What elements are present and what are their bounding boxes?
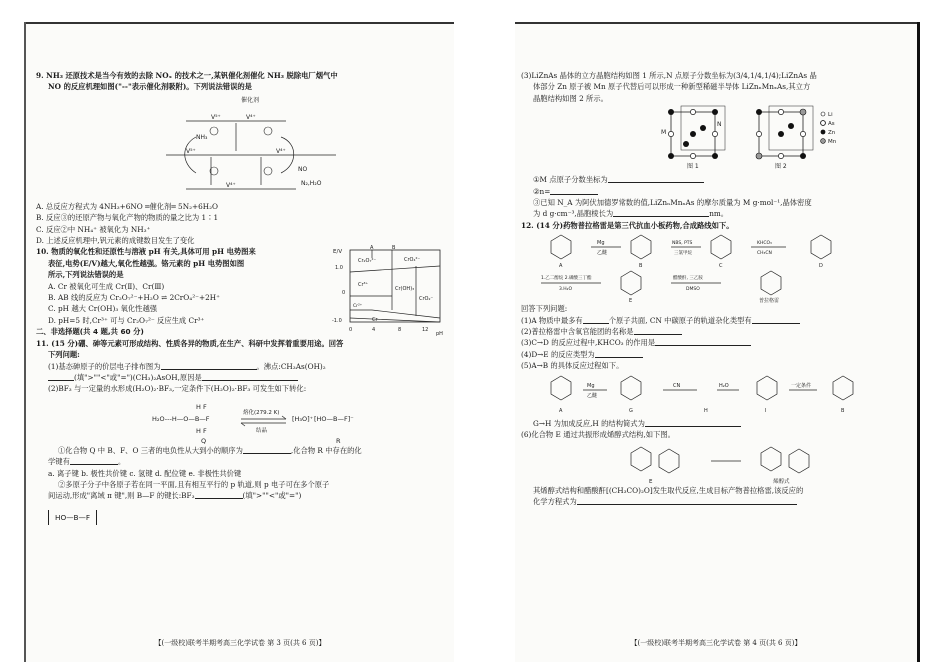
compound-e-ring (621, 271, 641, 295)
y-tick-m1: -1.0 (332, 318, 342, 325)
figure-2-caption: 图 2 (775, 163, 787, 171)
q11-p1-blank[interactable] (161, 362, 257, 370)
atom-legend (821, 112, 837, 145)
reagent-dmso: DMSO (686, 287, 700, 293)
v5-label-mid: V⁵⁺ (186, 147, 196, 155)
q9-stem-2: NO 的反应机理如图("--"表示催化剂吸附)。下列说法错误的是 (48, 82, 252, 92)
q12-p2-blank[interactable] (634, 327, 682, 335)
page-3-footer: 【(一级校)联考半期考高三化学试卷 第 3 页(共 6 页)】 (154, 639, 326, 647)
p5-label-h: H (704, 407, 708, 414)
enol-label-e: E (649, 478, 653, 485)
point-a: A (370, 245, 374, 252)
label-a: A (559, 263, 563, 270)
q12-p1c-blank[interactable] (752, 316, 800, 324)
reagent-chcl3: 三氯甲烷 (674, 251, 692, 257)
exam-page-3 (24, 22, 454, 662)
q12-part-4: (4)D→E 的反应类型为 (521, 349, 909, 360)
q11-s2b-blank[interactable] (195, 491, 243, 499)
q11-s1b-text: ,化合物 R 中存在的化 (290, 445, 362, 455)
q10-stem-3: 所示,下列说法错误的是 (48, 270, 124, 280)
q10-ph-potential-diagram (332, 244, 447, 336)
q10-option-a: A. Cr 被氧化可生成 Cr(Ⅱ)、Cr(Ⅲ) (48, 281, 165, 291)
q11-part-2: (2)BF₃ 与一定量的水形成(H₂O)₂·BF₃,一定条件下(H₂O)₂·BF₃ 可发生如下转化: (48, 384, 307, 394)
q11-stem-1: 11. (15 分)硼、砷等元素可形成结构、性质各异的物质,在生产、科研中发挥着重要用途。回答 (36, 338, 344, 348)
q11-s2b-text: 间运动,形成"离域 π 键",则 B—F 的键长:BF₃ (48, 491, 195, 501)
legend-li: Li (828, 112, 833, 119)
q11-sub-2b (36, 490, 444, 501)
step-1-marker (210, 127, 218, 135)
legend-mn: Mn (828, 139, 837, 146)
n2h2o-label: N₂,H₂O (301, 179, 322, 187)
step-2-marker (264, 127, 272, 135)
point-n: N (717, 121, 722, 129)
reagent-ac2o: 醋酸酐, 三乙胺 (673, 276, 703, 282)
q12-p3-blank[interactable] (655, 338, 751, 346)
q11-s1-text: ①化合物 Q 中 B、F、O 三者的电负性从大到小的顺序为 (58, 445, 243, 455)
label-q: Q (201, 436, 207, 445)
reagent-mg: Mg (597, 240, 605, 247)
x-tick-4: 4 (372, 327, 376, 334)
q11-3-a3-blank[interactable] (613, 209, 709, 217)
p5-label-g: G (629, 407, 633, 414)
p5-label-i: I (765, 407, 767, 414)
q11-p1c-text: (填">""<"或"=")(CH₃)₂AsOH,原因是 (74, 372, 202, 382)
q12-part-5: (5)A→B 的具体反应过程如下。 (521, 361, 624, 371)
q12-stem: 12. (14 分)药物普拉格雷是第三代抗血小板药物,合成路线如下。 (521, 220, 734, 230)
compound-d-ring (811, 235, 831, 259)
region-cro4: CrO₄²⁻ (404, 257, 421, 264)
nh3-label: NH₃ (196, 133, 208, 141)
rxn-condition-top: 熔化(279.2 K) (243, 409, 280, 416)
q11-s2c-text: (填">""<"或"=") (242, 491, 302, 501)
region-cr3: Cr³⁺ (358, 282, 369, 289)
q12-part-3: (3)C→D 的反应过程中,KHCO₃ 的作用是 (521, 337, 909, 348)
q11-s1-blank[interactable] (243, 446, 291, 454)
x-axis-label: pH (436, 331, 443, 337)
q11-3-sub-2: ②n= (521, 186, 909, 197)
q12-p1-blank[interactable] (583, 316, 609, 324)
label-prasugrel: 普拉格雷 (759, 298, 780, 304)
compound-b-ring (631, 235, 651, 259)
q-structure-top: H F (196, 402, 207, 411)
q11-bond-options: a. 离子键 b. 极性共价键 c. 氢键 d. 配位键 e. 非极性共价键 (48, 468, 242, 478)
q11-3-sub-1: ①M 点原子分数坐标为 (521, 174, 909, 185)
region-croh3: Cr(OH)₃ (395, 286, 415, 293)
v4-label-top: V⁴⁺ (246, 113, 256, 121)
figure-1-caption: 图 1 (687, 163, 699, 171)
enol-label: 烯醇式 (773, 478, 790, 485)
q11-stem-2: 下列问题: (48, 350, 80, 360)
v4-label-bottom: V⁴⁺ (226, 181, 236, 189)
q11-3-line-2: 体部分 Zn 原子被 Mn 原子代替后可以形成一种新型稀磁半导体 LiZnₙMnₓAs,其立方 (533, 82, 811, 92)
no-label: NO (298, 165, 308, 173)
y-tick-0: 0 (342, 290, 346, 297)
reagent-nbs: NBS, PTS (672, 241, 693, 247)
q11-s1d-text: 。 (117, 457, 126, 467)
point-b: B (392, 245, 396, 252)
q11-sub-1 (36, 445, 444, 456)
region-cr: Cr (372, 317, 378, 324)
reagent-ether: 乙醚 (597, 250, 608, 257)
step-4-marker (264, 167, 272, 175)
q-structure-bottom: H F (196, 426, 207, 435)
q9-option-d: D. 上述反应机理中,钒元素的成键数目发生了变化 (36, 236, 195, 246)
catalyst-label: 催化剂 (241, 96, 260, 104)
q11-conversion-figure (36, 395, 444, 445)
q11-sub-1c (36, 456, 444, 467)
q12-synthesis-route (521, 231, 909, 303)
q10-stem-2: 表征,电势(E/V)越大,氧化性越强。铬元素的 pH 电势图如图 (48, 258, 245, 268)
exam-page-4 (515, 22, 920, 662)
q12-p4-blank[interactable] (595, 350, 643, 358)
p5-reagent-cn: CN (673, 382, 681, 389)
q9-option-b: B. 反应③的还原产物与氧化产物的物质的量之比为 1∶1 (36, 213, 219, 223)
q12-p6-blank[interactable] (577, 497, 797, 505)
q12-part-2: (2)普拉格雷中含氧官能团的名称是 (521, 326, 909, 337)
prasugrel-ring (761, 271, 781, 295)
page-3-content (36, 70, 444, 525)
cell-figure-2 (756, 106, 813, 159)
p5-reagent-ether: 乙醚 (587, 392, 598, 399)
q11-p1c-blank[interactable] (48, 373, 74, 381)
q12-enol-figure (521, 441, 909, 485)
q12-ask: 回答下列问题: (521, 304, 568, 314)
q11-hobf-structure: HO—B—F (36, 510, 444, 525)
x-tick-0: 0 (349, 327, 353, 334)
cell-figure-1 (668, 106, 725, 159)
q12-p5-text: G→H 为加成反应,H 的结构简式为 (521, 418, 909, 429)
q12-part-1: (1)A 物质中最多有 个原子共面, CN 中碳原子的轨道杂化类型有 (521, 315, 909, 326)
page-4-footer: 【(一级校)联考半期考高三化学试卷 第 4 页(共 6 页)】 (630, 639, 802, 647)
rxn-condition-bottom: 结晶 (256, 427, 268, 434)
region-cr2o7: Cr₂O₇²⁻ (358, 258, 377, 265)
q12-part-6: (6)化合物 E 通过共振形成烯醇式结构,如下图。 (521, 430, 675, 440)
q11-3-sub-3b: 为 d g·cm⁻³,晶胞棱长为 nm。 (533, 209, 729, 219)
point-m: M (661, 129, 667, 137)
label-e: E (629, 298, 633, 304)
reagent-khco3: KHCO₃ (757, 241, 772, 247)
v5-label-top: V⁵⁺ (211, 113, 221, 121)
q9-stem: 9. NH₃ 还原技术是当今有效的去除 NOₓ 的技术之一,某钒催化剂催化 NH₃ 脱除电厂烟气中 (36, 71, 338, 80)
legend-as: As (828, 121, 835, 128)
r-cation: [H₃O]⁺ (292, 414, 314, 423)
q11-3-a2-blank[interactable] (550, 187, 598, 195)
label-b: B (639, 263, 643, 270)
compound-c-ring (711, 235, 731, 259)
y-axis-label: E/V (333, 249, 343, 256)
q11-p1b-text: 。沸点:CH₃As(OH)₂ (256, 361, 326, 371)
q11-3-line-3: 晶胞结构如图 2 所示。 (533, 93, 608, 103)
p5-reagent-water: H₂O (719, 382, 729, 389)
q9-option-c: C. 反应②中 NH₄⁺ 被氧化为 NH₃⁺ (36, 224, 151, 234)
q11-s1c-text: 学键有 (48, 457, 70, 467)
q11-s1c-blank[interactable] (70, 457, 118, 465)
reagent-water: 3.H₂O (559, 287, 573, 293)
q10-stem-1: 10. 物质的氧化性和还原性与溶液 pH 有关,具体可用 pH 电势图来 (36, 247, 256, 257)
label-r: R (336, 436, 341, 445)
reagent-glycol: 1.乙二醇烷 2.磷酸三丁酯 (541, 276, 592, 282)
x-tick-8: 8 (398, 327, 402, 334)
q-structure: H₂O---H—O—B—F (152, 414, 210, 423)
p5-label-b: B (841, 407, 845, 414)
p5-reagent-cond: 一定条件 (791, 382, 812, 389)
q9-option-a: A. 总反应方程式为 4NH₃+6NO ═催化剂═ 5N₂+6H₂O (36, 201, 219, 211)
v4-label-mid: V⁴⁺ (276, 147, 286, 155)
region-cro2: CrO₂⁻ (419, 296, 434, 303)
region-cr2: Cr²⁺ (353, 304, 363, 310)
p5-reagent-mg: Mg (587, 382, 595, 389)
q11-part-1c (36, 372, 444, 383)
p5-label-a: A (559, 407, 563, 414)
q11-3-a1-blank[interactable] (608, 175, 704, 183)
label-d: D (819, 263, 823, 270)
q11-p1c-reason-blank[interactable] (202, 373, 298, 381)
q12-grignard-route (521, 372, 909, 418)
q11-3-sub-3: ③已知 N_A 为阿伏加德罗常数的值,LiZnₙMnₓAs 的摩尔质量为 M g·mol⁻¹,晶体密度 (533, 198, 812, 208)
page-4-content (521, 70, 909, 507)
r-structure: [HO—B—F]⁻ (314, 414, 354, 423)
compound-a-ring (551, 235, 571, 259)
reagent-ch3cn: CH₃CN (757, 251, 772, 257)
y-tick-1: 1.0 (335, 265, 343, 272)
x-tick-12: 12 (422, 327, 429, 334)
q9-mechanism-figure (36, 93, 444, 201)
q12-p5-blank[interactable] (645, 419, 741, 427)
label-c: C (719, 263, 723, 270)
q12-p6b: 其烯醇式结构和醋酸酐[(CH₃CO)₂O]发生取代反应,生成目标产物普拉格雷,该反应的 (533, 485, 804, 495)
section-2-title: 二、非选择题(共 4 题,共 60 分) (36, 327, 144, 337)
crystal-cell-figures (521, 104, 909, 174)
q10-option-b: B. AB 线的反应为 Cr₂O₇²⁻+H₂O ⇌ 2CrO₄²⁻+2H⁺ (48, 293, 220, 303)
q11-sub-2: ②多原子分子中各原子若在同一平面,且有相互平行的 p 轨道,则 p 电子可在多个原子 (58, 479, 330, 489)
legend-zn: Zn (828, 130, 836, 137)
q11-p1-text: (1)基态砷原子的价层电子排布图为 (48, 361, 161, 371)
q12-p6c: 化学方程式为 (521, 496, 909, 507)
q11-3-line-1: (3)LiZnAs 晶体的立方晶胞结构如图 1 所示,N 点原子分数坐标为(3/4,1/4,1/4);LiZnAs 晶 (521, 71, 817, 80)
q10-option-d: D. pH=5 时,Cr³⁺ 可与 Cr₂O₇²⁻ 反应生成 Cr³⁺ (48, 315, 205, 325)
q11-part-1 (36, 361, 444, 372)
q10-option-c: C. pH 越大 Cr(OH)₃ 氧化性越强 (48, 304, 158, 314)
